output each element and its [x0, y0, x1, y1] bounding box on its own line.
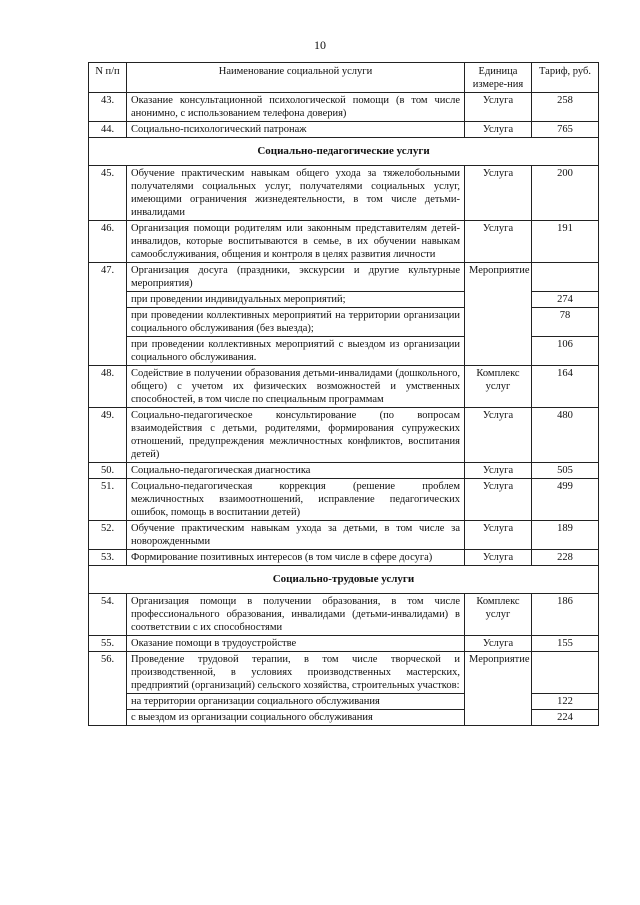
row-num: 43. [89, 93, 127, 122]
row-num: 52. [89, 521, 127, 550]
row-price: 505 [532, 463, 599, 479]
row-unit: Услуга [465, 636, 532, 652]
row-name: Социально-педагогическая диагностика [127, 463, 465, 479]
subrow-price: 224 [532, 710, 599, 726]
table-row [89, 479, 599, 521]
row-num: 45. [89, 166, 127, 221]
row-unit: Мероприятие [465, 263, 532, 366]
row-num: 46. [89, 221, 127, 263]
subrow-price: 122 [532, 694, 599, 710]
row-unit: Услуга [465, 408, 532, 463]
row-name: Организация помощи родителям или законным представителям детей-инвалидов, которые воспитываются в семье, в их обучении навыкам самообслуживания, общения и контроля в целях развития личности [127, 221, 465, 263]
row-price: 258 [532, 93, 599, 122]
row-unit: Услуга [465, 93, 532, 122]
table-row [89, 463, 599, 479]
row-name: Социально-педагогическая коррекция (решение проблем межличностных взаимоотношений, исправление педагогических ошибок, помощь в воспитании детей) [127, 479, 465, 521]
row-name: Социально-психологический патронаж [127, 122, 465, 138]
section-row [89, 138, 599, 166]
row-price-empty [532, 263, 599, 292]
row-num: 54. [89, 594, 127, 636]
row-name: Оказание консультационной психологической помощи (в том числе анонимно, с использованием телефона доверия) [127, 93, 465, 122]
row-name: Организация помощи в получении образования, в том числе профессионального образования, инвалидами (детьми-инвалидами) в соответствии с их способностями [127, 594, 465, 636]
row-unit: Комплекс услуг [465, 366, 532, 408]
header-price: Тариф, руб. [532, 63, 599, 93]
table-row [89, 93, 599, 122]
row-price: 228 [532, 550, 599, 566]
row-unit: Услуга [465, 221, 532, 263]
section-row [89, 566, 599, 594]
table-row [89, 594, 599, 636]
section-title-labor: Социально-трудовые услуги [89, 566, 599, 594]
row-num: 56. [89, 652, 127, 726]
row-num: 47. [89, 263, 127, 366]
row-unit: Услуга [465, 122, 532, 138]
row-price: 191 [532, 221, 599, 263]
row-unit: Услуга [465, 463, 532, 479]
header-name: Наименование социальной услуги [127, 63, 465, 93]
table-header-row [89, 63, 599, 93]
subrow-name: с выездом из организации социального обслуживания [127, 710, 465, 726]
section-title-pedagogical: Социально-педагогические услуги [89, 138, 599, 166]
table-row [89, 122, 599, 138]
row-price-empty [532, 652, 599, 694]
row-name: Обучение практическим навыкам ухода за детьми, в том числе за новорожденными [127, 521, 465, 550]
row-num: 50. [89, 463, 127, 479]
table-row [89, 550, 599, 566]
subrow-name: при проведении индивидуальных мероприятий; [127, 292, 465, 308]
subrow-price: 274 [532, 292, 599, 308]
row-unit: Услуга [465, 550, 532, 566]
subrow-name: при проведении коллективных мероприятий на территории организации социального обслуживания (без выезда); [127, 308, 465, 337]
row-num: 55. [89, 636, 127, 652]
subrow-price: 78 [532, 308, 599, 337]
table-row [89, 652, 599, 694]
row-num: 44. [89, 122, 127, 138]
row-unit: Мероприятие [465, 652, 532, 726]
table-row [89, 408, 599, 463]
row-num: 49. [89, 408, 127, 463]
table-row [89, 521, 599, 550]
row-price: 765 [532, 122, 599, 138]
row-unit: Услуга [465, 166, 532, 221]
row-name: Формирование позитивных интересов (в том числе в сфере досуга) [127, 550, 465, 566]
table-row [89, 263, 599, 292]
subrow-price: 106 [532, 337, 599, 366]
table-row [89, 366, 599, 408]
row-name: Социально-педагогическое консультирование (по вопросам взаимодействия с детьми, родителями, формирования супружеских отношений, предупреждения межличностных конфликтов, воспитания детей) [127, 408, 465, 463]
row-unit: Услуга [465, 521, 532, 550]
row-price: 200 [532, 166, 599, 221]
table-row [89, 221, 599, 263]
row-price: 164 [532, 366, 599, 408]
row-name: Обучение практическим навыкам общего ухода за тяжелобольными получателями социальных услуг, получателями социальных услуг, имеющими ограничения жизнедеятельности, в том числе детьми-инвалидами [127, 166, 465, 221]
row-num: 48. [89, 366, 127, 408]
row-name: Проведение трудовой терапии, в том числе творческой и производственной, в условиях производственных мастерских, предприятий (организаций) сельского хозяйства, строительных участков: [127, 652, 465, 694]
table-row [89, 166, 599, 221]
row-price: 186 [532, 594, 599, 636]
row-unit: Услуга [465, 479, 532, 521]
row-name: Организация досуга (праздники, экскурсии и другие культурные мероприятия) [127, 263, 465, 292]
row-price: 480 [532, 408, 599, 463]
row-price: 155 [532, 636, 599, 652]
row-name: Оказание помощи в трудоустройстве [127, 636, 465, 652]
table-row [89, 636, 599, 652]
row-num: 51. [89, 479, 127, 521]
row-name: Содействие в получении образования детьми-инвалидами (дошкольного, общего) с учетом их физических возможностей и умственных способностей, в том числе по специальным программам [127, 366, 465, 408]
page-number: 10 [314, 38, 326, 52]
row-num: 53. [89, 550, 127, 566]
subrow-name: при проведении коллективных мероприятий с выездом из организации социального обслуживания. [127, 337, 465, 366]
row-price: 189 [532, 521, 599, 550]
services-tariff-table [88, 62, 599, 726]
row-price: 499 [532, 479, 599, 521]
row-unit: Комплекс услуг [465, 594, 532, 636]
subrow-name: на территории организации социального обслуживания [127, 694, 465, 710]
header-unit: Единица измере-ния [465, 63, 532, 93]
header-num: N п/п [89, 63, 127, 93]
